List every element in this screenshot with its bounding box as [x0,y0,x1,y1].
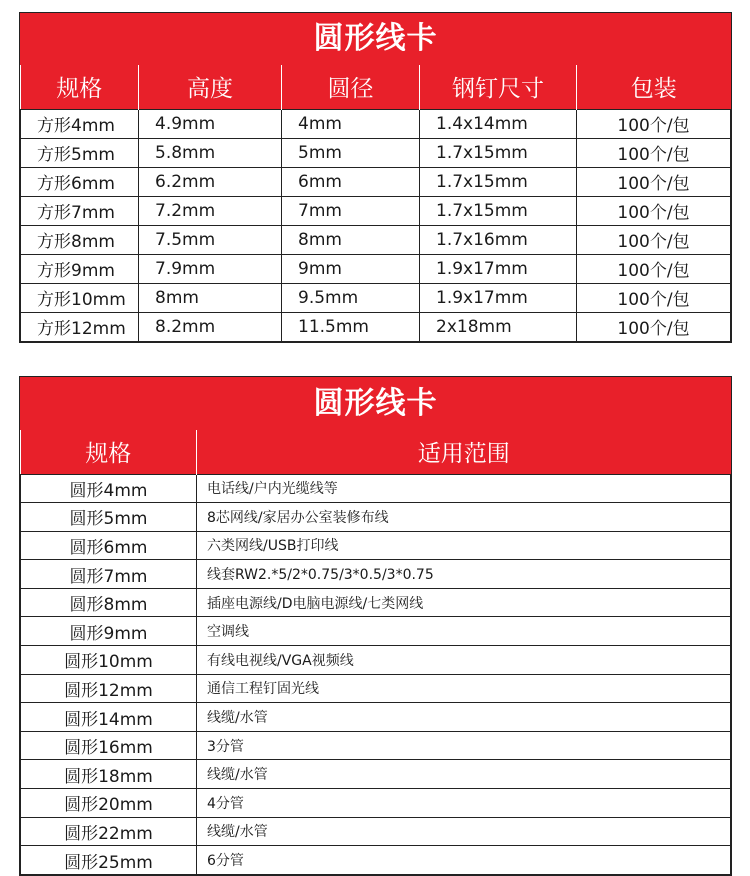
size-cell: 圆形12mm [21,674,197,703]
spec-table-body [21,109,731,341]
usage-table-title: 圆形线卡 [20,377,731,430]
size-cell: 圆形7mm [21,560,197,589]
header-cell: 钢钉尺寸 [420,65,577,109]
usage-cell: 线套RW2.*5/2*0.75/3*0.5/3*0.75 [197,560,731,589]
table-row [21,474,731,503]
size-cell: 圆形9mm [21,617,197,646]
table-row [21,167,731,196]
table-cell: 方形4mm [21,109,139,138]
table-cell: 100个/包 [577,312,731,341]
usage-table-body [21,474,731,874]
table-cell: 1.7x15mm [420,167,577,196]
size-cell: 圆形6mm [21,531,197,560]
table-row [21,703,731,732]
usage-table-grid [20,430,731,875]
usage-cell: 有线电视线/VGA视频线 [197,646,731,675]
table-cell: 100个/包 [577,196,731,225]
table-cell: 8mm [282,225,420,254]
header-cell: 规格 [56,76,103,103]
usage-table-header-row [21,430,731,474]
spec-table [19,12,732,343]
table-cell: 100个/包 [577,254,731,283]
table-cell: 方形5mm [21,138,139,167]
table-cell: 方形12mm [21,312,139,341]
table-row [21,503,731,532]
table-cell: 6mm [282,167,420,196]
size-cell: 圆形5mm [21,503,197,532]
usage-table [19,376,732,876]
usage-cell: 线缆/水管 [197,760,731,789]
table-cell: 1.9x17mm [420,283,577,312]
header-cell: 高度 [139,65,282,109]
table-cell: 8.2mm [139,312,282,341]
table-cell: 5mm [282,138,420,167]
table-row [21,254,731,283]
table-cell: 7mm [282,196,420,225]
table-row [21,225,731,254]
table-row [21,674,731,703]
size-cell: 圆形4mm [21,474,197,503]
usage-cell: 电话线/户内光缆线等 [197,474,731,503]
table-row [21,760,731,789]
table-cell: 7.2mm [139,196,282,225]
table-cell: 1.7x15mm [420,196,577,225]
size-cell: 圆形22mm [21,817,197,846]
table-row [21,617,731,646]
table-row [21,789,731,818]
table-row [21,817,731,846]
table-row [21,731,731,760]
table-cell: 11.5mm [282,312,420,341]
table-cell: 2x18mm [420,312,577,341]
usage-cell: 六类网线/USB打印线 [197,531,731,560]
table-row [21,531,731,560]
table-cell: 7.9mm [139,254,282,283]
table-row [21,846,731,875]
table-cell: 100个/包 [577,138,731,167]
size-cell: 圆形25mm [21,846,197,875]
header-cell: 适用范围 [197,430,731,474]
table-cell: 方形10mm [21,283,139,312]
table-cell: 4.9mm [139,109,282,138]
table-cell: 9mm [282,254,420,283]
table-cell: 6.2mm [139,167,282,196]
spec-table-grid [20,65,731,342]
table-cell: 100个/包 [577,109,731,138]
usage-cell: 空调线 [197,617,731,646]
table-cell: 100个/包 [577,167,731,196]
usage-cell: 3分管 [197,731,731,760]
usage-cell: 6分管 [197,846,731,875]
table-row [21,312,731,341]
table-cell: 5.8mm [139,138,282,167]
table-cell: 1.7x15mm [420,138,577,167]
table-row [21,560,731,589]
table-cell: 7.5mm [139,225,282,254]
table-cell: 方形6mm [21,167,139,196]
spec-table-header-row [21,65,731,109]
table-row [21,196,731,225]
usage-cell: 线缆/水管 [197,703,731,732]
header-cell: 包装 [577,65,731,109]
size-cell: 圆形8mm [21,588,197,617]
table-cell: 方形8mm [21,225,139,254]
table-cell: 9.5mm [282,283,420,312]
usage-cell: 通信工程钉固光线 [197,674,731,703]
table-row [21,283,731,312]
size-cell: 圆形20mm [21,789,197,818]
size-cell: 圆形18mm [21,760,197,789]
table-row [21,646,731,675]
size-cell: 圆形10mm [21,646,197,675]
table-row [21,588,731,617]
table-cell: 100个/包 [577,283,731,312]
table-cell: 4mm [282,109,420,138]
table-row [21,109,731,138]
header-cell: 圆径 [282,65,420,109]
table-row [21,138,731,167]
header-cell: 规格 [85,441,132,468]
table-cell: 100个/包 [577,225,731,254]
table-cell: 方形9mm [21,254,139,283]
table-cell: 1.7x16mm [420,225,577,254]
spec-table-title: 圆形线卡 [20,13,731,65]
size-cell: 圆形14mm [21,703,197,732]
table-cell: 方形7mm [21,196,139,225]
usage-cell: 插座电源线/D电脑电源线/七类网线 [197,588,731,617]
table-cell: 1.4x14mm [420,109,577,138]
size-cell: 圆形16mm [21,731,197,760]
table-cell: 8mm [139,283,282,312]
usage-cell: 线缆/水管 [197,817,731,846]
usage-cell: 4分管 [197,789,731,818]
usage-cell: 8芯网线/家居办公室装修布线 [197,503,731,532]
table-cell: 1.9x17mm [420,254,577,283]
